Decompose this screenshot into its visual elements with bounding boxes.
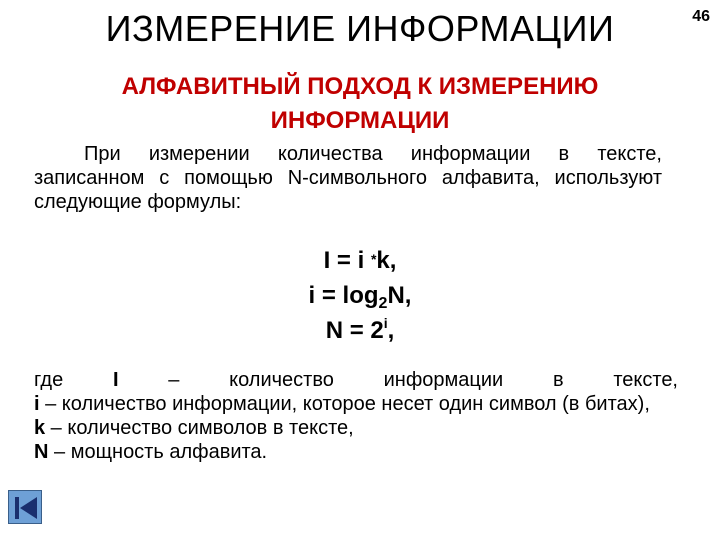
formula-2 [0, 278, 720, 313]
def-word: в [552, 369, 564, 391]
multiply-dot: * [370, 251, 377, 267]
go-to-first-slide-button[interactable] [8, 490, 42, 524]
formula-1 [0, 242, 720, 278]
def-text-k: – количество символов в тексте, [45, 417, 354, 439]
def-dash: – [168, 369, 180, 391]
subtitle-line-1: АЛФАВИТНЫЙ ПОДХОД К ИЗМЕРЕНИЮ [121, 73, 599, 100]
definition-i [34, 392, 678, 416]
formula-3 [0, 313, 720, 348]
exponent: i [383, 315, 388, 331]
formula-1-right: k, [376, 247, 397, 274]
formula-1-left: I = i [323, 247, 371, 274]
def-symbol-N: N [34, 441, 49, 463]
definition-k [34, 416, 678, 440]
def-text-i: – количество информации, которое несет один символ (в битах), [39, 393, 650, 415]
definition-N [34, 440, 678, 464]
formula-3-tail: , [387, 317, 395, 344]
def-word: тексте, [613, 369, 678, 391]
subtitle-line-2: ИНФОРМАЦИИ [270, 107, 450, 134]
def-symbol-i: i [34, 393, 40, 415]
formula-2-tail: N, [387, 282, 412, 309]
slide-subtitle [0, 70, 720, 138]
formula-block [0, 242, 720, 348]
formula-2-main: i = log [308, 282, 379, 309]
log-base: 2 [378, 295, 388, 312]
skip-to-first-icon [9, 491, 43, 525]
page-number: 46 [692, 8, 710, 25]
formula-3-main: N = 2 [325, 317, 384, 344]
definition-I [34, 368, 678, 392]
def-symbol-I: I [112, 369, 119, 391]
def-word: количество [229, 369, 334, 391]
slide-title: ИЗМЕРЕНИЕ ИНФОРМАЦИИ [105, 8, 615, 49]
def-word: где [34, 369, 64, 391]
definitions-block [34, 368, 678, 464]
intro-paragraph: При измерении количества информации в тексте, записанном с помощью N-символьного алфавита, используют следующие формулы: [34, 143, 662, 213]
def-text-N: – мощность алфавита. [48, 441, 268, 463]
def-word: информации [383, 369, 504, 391]
def-symbol-k: k [34, 417, 46, 439]
